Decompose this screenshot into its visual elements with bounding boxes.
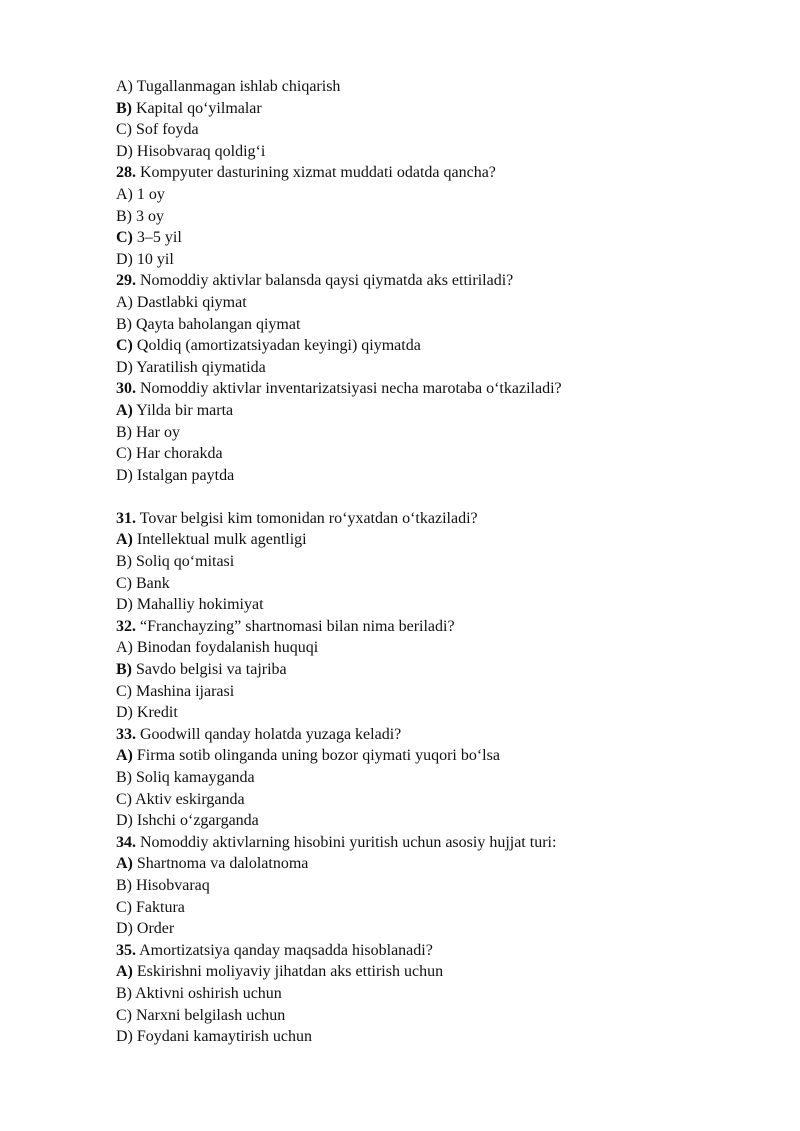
option-text: Binodan foydalanish huquqi [136,639,319,657]
question-line [116,378,756,400]
answer-option [116,314,756,336]
answer-option [116,1026,756,1048]
option-text: Foydani kamaytirish uchun [136,1028,312,1046]
option-letter: A) [116,78,133,95]
option-letter: A) [116,293,133,311]
option-text: Eskirishni moliyaviy jihatdan aks ettirish uchun [136,963,444,981]
option-text: Faktura [136,898,185,916]
option-text: Ishchi o‘zgarganda [136,812,259,830]
option-letter: A) [116,747,133,765]
option-text: Intellektual mulk agentligi [136,531,307,549]
option-letter: C) [116,229,133,247]
option-letter: C) [116,790,132,808]
answer-option [116,961,756,983]
section-gap [116,486,756,508]
answer-option [116,637,756,659]
option-letter: B) [116,99,132,117]
question-number: 33. [116,725,136,743]
option-text: Soliq qo‘mitasi [136,553,235,571]
question-number: 29. [116,272,136,290]
option-text: Istalgan paytda [136,466,235,484]
option-letter: D) [116,250,133,268]
option-letter: C) [116,121,132,139]
document-page [116,76,756,1048]
answer-option [116,76,756,98]
option-letter: B) [116,661,132,679]
question-line [116,940,756,962]
option-letter: B) [116,207,132,225]
option-letter: C) [116,682,132,700]
answer-option [116,184,756,206]
answer-option [116,594,756,616]
question-number: 28. [116,164,136,182]
question-text: Nomoddiy aktivlarning hisobini yuritish uchun asosiy hujjat turi: [140,833,557,851]
option-text: Mashina ijarasi [136,682,235,700]
question-text: Amortizatsiya qanday maqsadda hisoblanadi? [139,941,433,959]
option-text: Har chorakda [136,445,223,463]
answer-option [116,119,756,141]
question-text: “Franchayzing” shartnomasi bilan nima beriladi? [140,617,455,635]
option-text: Kredit [136,704,178,722]
question-number: 31. [116,509,136,527]
option-text: Order [136,920,175,938]
answer-option [116,983,756,1005]
answer-option [116,227,756,249]
question-line [116,832,756,854]
answer-option [116,767,756,789]
option-text: Yaratilish qiymatida [136,358,266,376]
option-text: Firma sotib olinganda uning bozor qiymati yuqori bo‘lsa [136,747,500,765]
option-letter: B) [116,769,132,786]
option-letter: D) [116,142,133,160]
option-text: Kapital qo‘yilmalar [136,99,262,117]
question-number: 34. [116,833,136,851]
option-text: Aktivni oshirish uchun [135,984,282,1002]
question-text: Goodwill qanday holatda yuzaga keladi? [140,725,402,743]
answer-option [116,853,756,875]
question-number: 32. [116,617,136,635]
option-letter: A) [116,855,133,873]
option-text: 1 oy [136,185,165,203]
option-text: 10 yil [136,250,174,268]
answer-option [116,443,756,465]
option-letter: B) [116,423,132,441]
option-letter: A) [116,639,133,657]
answer-option [116,335,756,357]
option-letter: C) [116,898,132,916]
answer-option [116,681,756,703]
answer-option [116,745,756,767]
answer-option [116,249,756,271]
option-letter: B) [116,315,132,333]
answer-option [116,357,756,379]
option-text: Qayta baholangan qiymat [136,315,301,333]
option-text: Har oy [136,423,180,441]
question-text: Tovar belgisi kim tomonidan ro‘yxatdan o‘tkaziladi? [139,509,478,527]
option-letter: C) [116,445,132,463]
option-text: Hisobvaraq [136,876,210,894]
answer-option [116,206,756,228]
question-line [116,724,756,746]
answer-option [116,875,756,897]
question-text: Nomoddiy aktivlar inventarizatsiyasi necha marotaba o‘tkaziladi? [140,380,562,398]
question-line [116,508,756,530]
question-number: 35. [116,941,136,959]
answer-option [116,702,756,724]
question-line [116,270,756,292]
option-text: Shartnoma va dalolatnoma [136,855,309,873]
answer-option [116,551,756,573]
option-letter: A) [116,185,133,203]
option-letter: A) [116,401,133,419]
question-text: Kompyuter dasturining xizmat muddati odatda qancha? [140,164,496,182]
option-letter: D) [116,1028,133,1046]
option-letter: A) [116,963,133,981]
option-text: Tugallanmagan ishlab chiqarish [136,78,341,95]
answer-option [116,98,756,120]
answer-option [116,1005,756,1027]
answer-option [116,422,756,444]
option-letter: B) [116,876,132,894]
option-letter: B) [116,984,132,1002]
option-text: 3 oy [136,207,164,225]
option-letter: D) [116,466,133,484]
answer-option [116,292,756,314]
option-text: 3–5 yil [136,229,182,247]
answer-option [116,529,756,551]
answer-option [116,141,756,163]
option-text: Dastlabki qiymat [136,293,247,311]
option-text: Hisobvaraq qoldig‘i [136,142,266,160]
answer-option [116,659,756,681]
option-letter: D) [116,704,133,722]
option-text: Yilda bir marta [136,401,234,419]
option-text: Qoldiq (amortizatsiyadan keyingi) qiymatda [136,337,421,355]
answer-option [116,573,756,595]
option-letter: C) [116,337,133,355]
option-text: Sof foyda [136,121,199,139]
question-line [116,616,756,638]
question-text: Nomoddiy aktivlar balansda qaysi qiymatda aks ettiriladi? [140,272,514,290]
option-text: Bank [136,574,170,592]
option-text: Savdo belgisi va tajriba [136,661,287,679]
option-text: Soliq kamayganda [136,769,255,786]
option-letter: A) [116,531,133,549]
option-text: Narxni belgilash uchun [136,1006,286,1024]
question-line [116,162,756,184]
option-letter: D) [116,358,133,376]
answer-option [116,918,756,940]
answer-option [116,789,756,811]
option-text: Aktiv eskirganda [135,790,245,808]
option-letter: C) [116,1006,132,1024]
answer-option [116,810,756,832]
option-letter: B) [116,553,132,571]
answer-option [116,465,756,487]
option-letter: D) [116,812,133,830]
answer-option [116,897,756,919]
option-text: Mahalliy hokimiyat [136,596,264,614]
question-number: 30. [116,380,136,398]
option-letter: C) [116,574,132,592]
answer-option [116,400,756,422]
option-letter: D) [116,596,133,614]
option-letter: D) [116,920,133,938]
